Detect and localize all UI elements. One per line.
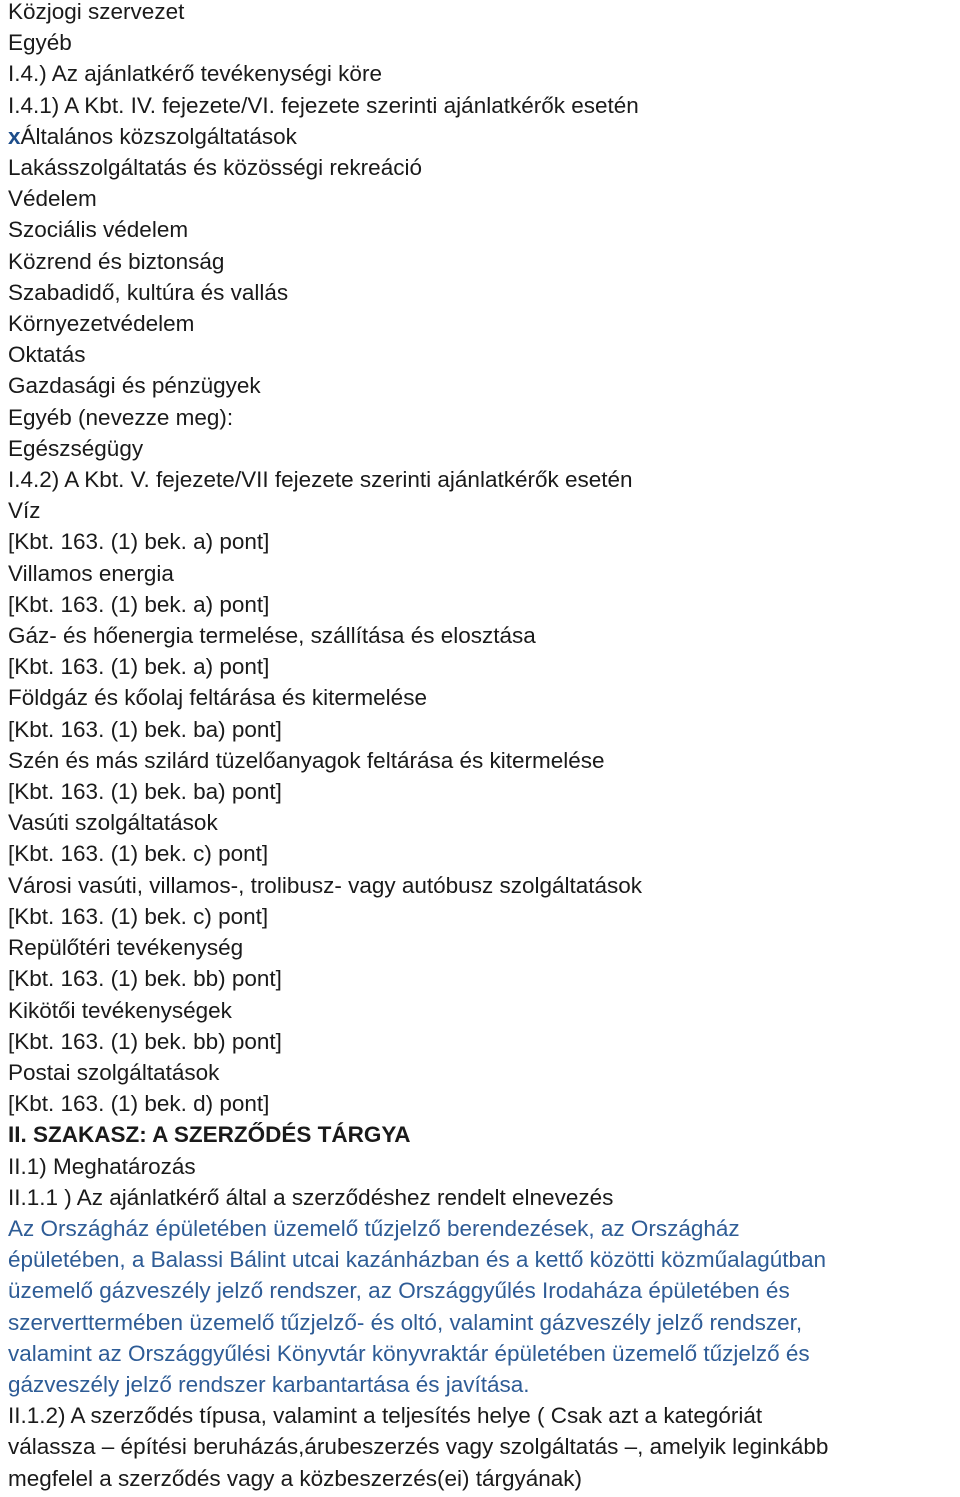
activity-option-health: Egészségügy: [8, 435, 144, 461]
utility-activity-name: Repülőtéri tevékenység: [8, 935, 244, 961]
contract-type-label: II.1.2) A szerződés típusa, valamint a teljesítés helye ( Csak azt a kategóriát: [8, 1403, 763, 1429]
utility-activity-ref: [Kbt. 163. (1) bek. a) pont]: [8, 654, 270, 680]
utility-activity-name: Városi vasúti, villamos-, trolibusz- vagy autóbusz szolgáltatások: [8, 872, 643, 898]
utility-activity-ref: [Kbt. 163. (1) bek. bb) pont]: [8, 1028, 282, 1054]
utility-activity-ref: [Kbt. 163. (1) bek. ba) pont]: [8, 779, 282, 805]
activity-option-defence: Védelem: [8, 186, 97, 212]
utility-activity-name: Földgáz és kőolaj feltárása és kitermelése: [8, 685, 427, 711]
utility-activity-name: Szén és más szilárd tüzelőanyagok feltárása és kitermelése: [8, 747, 605, 773]
contract-name-text: gázveszély jelző rendszer karbantartása és javítása.: [8, 1371, 530, 1397]
org-type-public-body: Közjogi szervezet: [8, 0, 185, 24]
activity-option-environment: Környezetvédelem: [8, 311, 195, 337]
activity-option-public-order: Közrend és biztonság: [8, 248, 225, 274]
activity-option-recreation: Szabadidő, kultúra és vallás: [8, 279, 289, 305]
checked-mark: x: [8, 123, 21, 149]
contract-type-label: megfelel a szerződés vagy a közbeszerzés(ei) tárgyának): [8, 1465, 583, 1491]
contract-name-text: üzemelő gázveszély jelző rendszer, az Országgyűlés Irodaháza épületében és: [8, 1278, 790, 1304]
utility-activity-name: Postai szolgáltatások: [8, 1059, 220, 1085]
utility-activity-name: Kikötői tevékenységek: [8, 997, 232, 1023]
activity-option-label: Általános közszolgáltatások: [20, 123, 297, 149]
activity-option-social-protection: Szociális védelem: [8, 217, 189, 243]
contract-type-label: válassza – építési beruházás,árubeszerzés vagy szolgáltatás –, amelyik leginkább: [8, 1434, 829, 1460]
activity-section-heading: I.4.) Az ajánlatkérő tevékenységi köre: [8, 61, 382, 87]
utility-activity-ref: [Kbt. 163. (1) bek. a) pont]: [8, 591, 270, 617]
document-page: [8, 0, 954, 1494]
contract-name-label: II.1.1 ) Az ajánlatkérő által a szerződéshez rendelt elnevezés: [8, 1184, 614, 1210]
utility-activity-ref: [Kbt. 163. (1) bek. bb) pont]: [8, 966, 282, 992]
activity-4-1-heading: I.4.1) A Kbt. IV. fejezete/VI. fejezete szerinti ajánlatkérők esetén: [8, 92, 639, 118]
activity-option-economic: Gazdasági és pénzügyek: [8, 373, 261, 399]
activity-option-housing: Lakásszolgáltatás és közösségi rekreáció: [8, 155, 422, 181]
utility-activity-name: Villamos energia: [8, 560, 174, 586]
utility-activity-ref: [Kbt. 163. (1) bek. d) pont]: [8, 1091, 270, 1117]
contract-name-text: Az Országház épületében üzemelő tűzjelző berendezések, az Országház: [8, 1215, 740, 1241]
activity-4-2-heading: I.4.2) A Kbt. V. fejezete/VII fejezete szerinti ajánlatkérők esetén: [8, 467, 633, 493]
utility-activity-ref: [Kbt. 163. (1) bek. ba) pont]: [8, 716, 282, 742]
activity-option-general-services: [8, 121, 954, 152]
org-type-other: Egyéb: [8, 30, 72, 56]
utility-activity-ref: [Kbt. 163. (1) bek. a) pont]: [8, 529, 270, 555]
contract-name-text: szerverttermében üzemelő tűzjelző- és oltó, valamint gázveszély jelző rendszer,: [8, 1309, 803, 1335]
definition-heading: II.1) Meghatározás: [8, 1153, 196, 1179]
activity-option-education: Oktatás: [8, 342, 86, 368]
utility-activity-name: Víz: [8, 498, 41, 524]
utility-activity-name: Vasúti szolgáltatások: [8, 810, 218, 836]
contract-name-text: valamint az Országgyűlési Könyvtár könyvraktár épületében üzemelő tűzjelző és: [8, 1340, 810, 1366]
utility-activity-ref: [Kbt. 163. (1) bek. c) pont]: [8, 903, 269, 929]
utility-activity-ref: [Kbt. 163. (1) bek. c) pont]: [8, 841, 269, 867]
activity-option-other: Egyéb (nevezze meg):: [8, 404, 234, 430]
section-ii-heading: II. SZAKASZ: A SZERZŐDÉS TÁRGYA: [8, 1122, 411, 1148]
contract-name-text: épületében, a Balassi Bálint utcai kazánházban és a kettő közötti közműalagútban: [8, 1247, 827, 1273]
utility-activity-name: Gáz- és hőenergia termelése, szállítása és elosztása: [8, 623, 536, 649]
